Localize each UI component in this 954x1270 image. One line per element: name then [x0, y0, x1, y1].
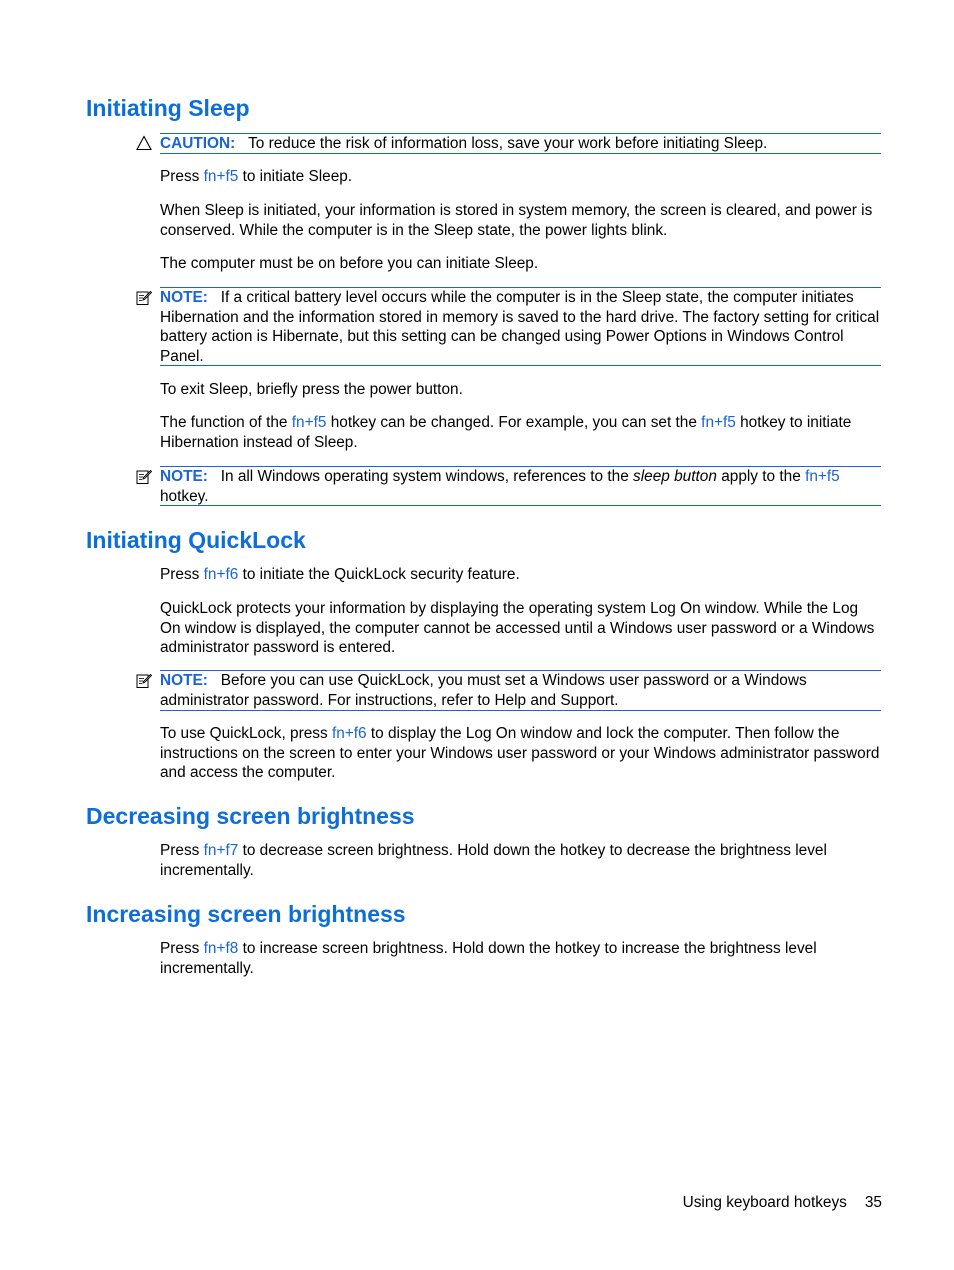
paragraph: Press fn+f7 to decrease screen brightness. Hold down the hotkey to decrease the brightness level incrementally.	[160, 842, 827, 879]
paragraph: Press fn+f6 to initiate the QuickLock security feature.	[160, 566, 520, 583]
paragraph: QuickLock protects your information by displaying the operating system Log On window. While the Log On window is displayed, the computer cannot be accessed until a Windows user password or a Windows administrator password is entered.	[160, 600, 875, 656]
hotkey-link[interactable]: fn+f6	[203, 566, 239, 583]
section-title-initiating-sleep: Initiating Sleep	[86, 95, 250, 121]
caution-text: To reduce the risk of information loss, save your work before initiating Sleep.	[248, 135, 768, 152]
hotkey-link[interactable]: fn+f5	[291, 414, 327, 431]
note-label: NOTE:	[160, 468, 208, 485]
paragraph: The function of the fn+f5 hotkey can be changed. For example, you can set the fn+f5 hotkey to initiate Hibernation instead of Sleep.	[160, 414, 852, 451]
paragraph: To use QuickLock, press fn+f6 to display the Log On window and lock the computer. Then follow the instructions on the screen to enter your Windows user password or your Windows administrator password and access the computer.	[160, 725, 880, 781]
paragraph: Press fn+f8 to increase screen brightness. Hold down the hotkey to increase the brightness level incrementally.	[160, 940, 817, 977]
note-label: NOTE:	[160, 672, 208, 689]
paragraph: When Sleep is initiated, your information is stored in system memory, the screen is cleared, and power is conserved. While the computer is in the Sleep state, the power lights blink.	[160, 202, 873, 239]
section-title-increasing-brightness: Increasing screen brightness	[86, 901, 406, 927]
emphasis-sleep-button: sleep button	[633, 468, 717, 485]
note-pencil-icon	[136, 673, 152, 689]
section-title-initiating-quicklock: Initiating QuickLock	[86, 527, 306, 553]
note-pencil-icon	[136, 469, 152, 485]
section-title-decreasing-brightness: Decreasing screen brightness	[86, 803, 415, 829]
paragraph: The computer must be on before you can initiate Sleep.	[160, 255, 539, 272]
caution-box	[160, 133, 881, 154]
hotkey-link[interactable]: fn+f5	[203, 168, 239, 185]
note-pencil-icon	[136, 290, 152, 306]
hotkey-link[interactable]: fn+f5	[701, 414, 736, 431]
warning-triangle-icon	[136, 135, 152, 151]
note-box	[160, 670, 881, 711]
note-box	[160, 287, 881, 366]
hotkey-link[interactable]: fn+f5	[805, 468, 840, 485]
caution-label: CAUTION:	[160, 135, 236, 152]
hotkey-link[interactable]: fn+f8	[203, 940, 239, 957]
note-box: NOTE: In all Windows operating system windows, references to the sleep button apply to the fn+f5 hotkey.	[160, 466, 881, 506]
note-text: Before you can use QuickLock, you must set a Windows user password or a Windows administrator password. For instructions, refer to Help and Support.	[160, 672, 807, 709]
note-text: If a critical battery level occurs while the computer is in the Sleep state, the computer initiates Hibernation and the information stored in memory is saved to the hard drive. The factory setting for critical battery action is Hibernate, but this setting can be changed using Power Options in Windows Control Panel.	[160, 289, 880, 365]
paragraph: To exit Sleep, briefly press the power button.	[160, 381, 463, 398]
footer-chapter: Using keyboard hotkeys	[682, 1194, 847, 1211]
page-number: 35	[864, 1194, 882, 1211]
page-footer	[683, 1193, 882, 1212]
hotkey-link[interactable]: fn+f6	[331, 725, 367, 742]
hotkey-link[interactable]: fn+f7	[203, 842, 239, 859]
paragraph: Press fn+f5 to initiate Sleep.	[160, 168, 353, 185]
note-label: NOTE:	[160, 289, 208, 306]
